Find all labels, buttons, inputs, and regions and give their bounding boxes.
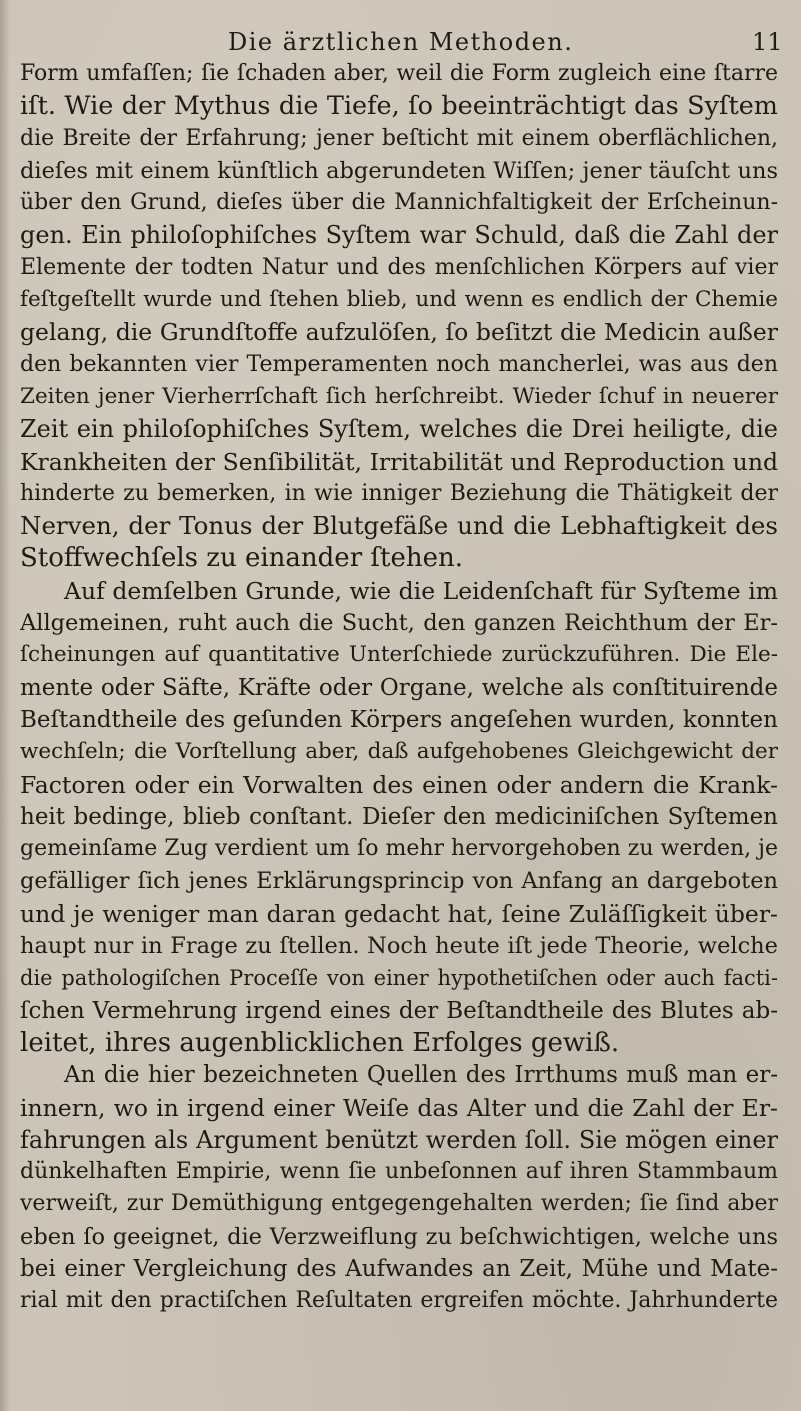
text-line: rial mit den practiſchen Reſultaten ergreifen möchte. Jahrhunderte: [20, 1288, 778, 1314]
paragraph-start-line: An die hier bezeichneten Quellen des Irrthums muß man er-: [64, 1062, 778, 1089]
paragraph-start-line: Auf demſelben Grunde, wie die Leidenſchaft für Syſteme im: [64, 576, 778, 605]
text-line: über den Grund, dieſes über die Mannichfaltigkeit der Erſcheinun-: [20, 190, 778, 216]
text-line: die Breite der Erfahrung; jener beſticht mit einem oberflächlichen,: [20, 125, 778, 151]
text-line: heit bedinge, blieb conſtant. Dieſer den mediciniſchen Syſtemen: [20, 803, 778, 830]
text-line: dieſes mit einem künſtlich abgerundeten Wiſſen; jener täuſcht uns: [20, 157, 778, 184]
text-line: bei einer Vergleichung des Aufwandes an Zeit, Mühe und Mate-: [20, 1255, 778, 1282]
text-line: fahrungen als Argument benützt werden ſoll. Sie mögen einer: [20, 1125, 778, 1154]
text-line: hinderte zu bemerken, in wie inniger Beziehung die Thätigkeit der: [20, 480, 778, 506]
text-line: verweiſt, zur Demüthigung entgegengehalten werden; ſie ſind aber: [20, 1191, 778, 1217]
page-number: 11: [752, 28, 783, 56]
text-line: Beſtandtheile des geſunden Körpers angeſehen wurden, konnten: [20, 706, 778, 733]
text-line: Allgemeinen, ruht auch die Sucht, den ganzen Reichthum der Er-: [20, 610, 778, 637]
text-line: feſtgeſtellt wurde und ſtehen blieb, und wenn es endlich der Chemie: [20, 287, 778, 313]
text-line: und je weniger man daran gedacht hat, ſeine Zuläſſigkeit über-: [20, 899, 778, 928]
text-line: Zeit ein philoſophiſches Syſtem, welches die Drei heiligte, die: [20, 415, 778, 444]
text-line: gemeinſame Zug verdient um ſo mehr hervorgehoben zu werden, je: [20, 836, 778, 862]
text-line: gefälliger ſich jenes Erklärungsprincip von Anfang an dargeboten: [20, 868, 778, 895]
text-line: Factoren oder ein Vorwalten des einen oder andern die Krank-: [20, 770, 778, 799]
paragraph-end-line: Stoffwechſels zu einander ſtehen.: [20, 543, 463, 574]
text-line: Zeiten jener Vierherrſchaft ſich herſchreibt. Wieder ſchuf in neuerer: [20, 383, 778, 409]
paragraph-end-line: leitet, ihres augenblicklichen Erfolges gewiß.: [20, 1027, 620, 1058]
page-edge-shadow: [0, 0, 10, 1411]
text-line: die pathologiſchen Proceſſe von einer hypothetiſchen oder auch facti-: [20, 966, 778, 991]
body-text: [20, 58, 778, 1318]
text-line: Form umfaſſen; ſie ſchaden aber, weil die Form zugleich eine ſtarre: [20, 61, 778, 86]
text-line: eben ſo geeignet, die Verzweiflung zu beſchwichtigen, welche uns: [20, 1223, 778, 1250]
page-header: [0, 16, 801, 56]
text-line: ſchen Vermehrung irgend eines der Beſtandtheile des Blutes ab-: [20, 997, 778, 1024]
text-line: mente oder Säfte, Kräfte oder Organe, welche als conſtituirende: [20, 674, 778, 701]
text-line: Nerven, der Tonus der Blutgefäße und die Lebhaftigkeit des: [20, 511, 778, 541]
text-line: dünkelhaften Empirie, wenn ſie unbeſonnen auf ihren Stammbaum: [20, 1159, 778, 1185]
text-line: gen. Ein philoſophiſches Syſtem war Schuld, daß die Zahl der: [20, 221, 778, 250]
text-line: gelang, die Grundſtoffe aufzulöſen, ſo beſitzt die Medicin außer: [20, 318, 778, 347]
running-head: Die ärztlichen Methoden.: [228, 28, 574, 56]
text-line: Elemente der todten Natur und des menſchlichen Körpers auf vier: [20, 254, 778, 280]
text-line: haupt nur in Frage zu ſtellen. Noch heute iſt jede Theorie, welche: [20, 933, 778, 960]
text-line: Krankheiten der Senſibilität, Irritabilität und Reproduction und: [20, 447, 778, 476]
text-line: iſt. Wie der Mythus die Tiefe, ſo beeinträchtigt das Syſtem: [20, 91, 778, 122]
text-line: ſcheinungen auf quantitative Unterſchiede zurückzuführen. Die Ele-: [20, 642, 778, 668]
text-line: innern, wo in irgend einer Weiſe das Alter und die Zahl der Er-: [20, 1093, 778, 1122]
text-line: den bekannten vier Temperamenten noch mancherlei, was aus den: [20, 351, 778, 377]
text-line: wechſeln; die Vorſtellung aber, daß aufgehobenes Gleichgewicht der: [20, 739, 778, 765]
